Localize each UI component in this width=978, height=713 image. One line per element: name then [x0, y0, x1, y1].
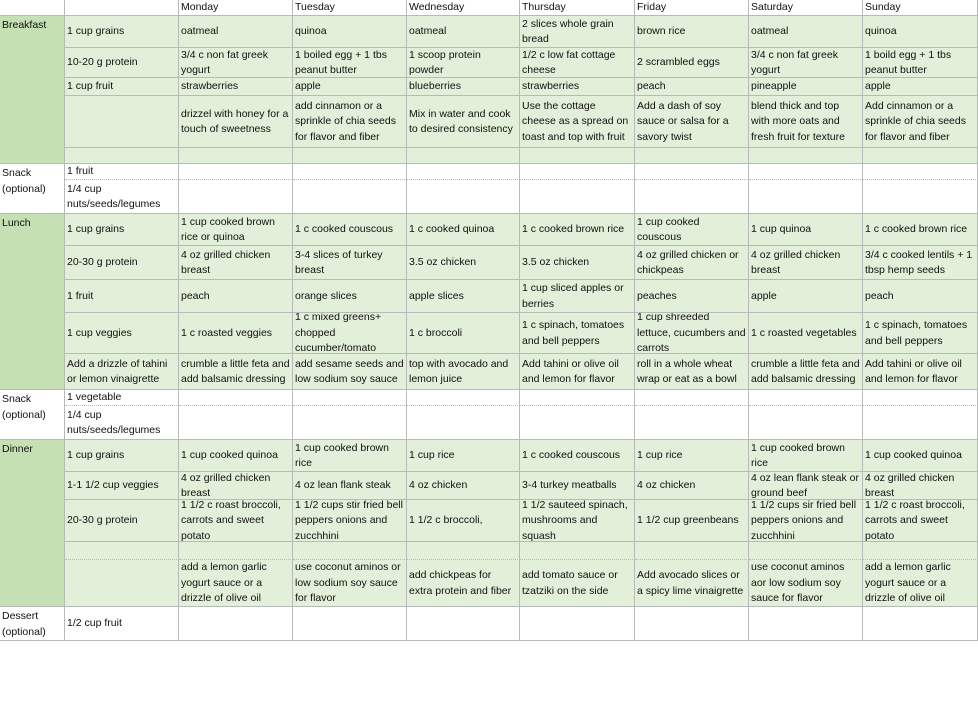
meal-cell-sunday[interactable] [863, 406, 978, 440]
meal-cell-thursday[interactable] [520, 560, 635, 607]
meal-cell-monday[interactable] [179, 96, 293, 148]
header-sunday [863, 0, 978, 16]
meal-cell-thursday[interactable] [520, 48, 635, 78]
meal-cell-wednesday[interactable] [407, 280, 520, 313]
meal-cell-monday-text: oatmeal [181, 25, 219, 38]
guide-cell [65, 214, 179, 246]
meal-cell-wednesday[interactable] [407, 96, 520, 148]
meal-cell-tuesday[interactable] [293, 542, 407, 560]
meal-cell-saturday-text: oatmeal [751, 25, 789, 38]
meal-cell-sunday[interactable] [863, 78, 978, 96]
meal-cell-saturday-text: apple [751, 289, 777, 302]
meal-cell-sunday[interactable] [863, 96, 978, 148]
meal-cell-tuesday-text: add sesame seeds and low sodium soy sauce [295, 357, 404, 385]
meal-cell-tuesday[interactable] [293, 78, 407, 96]
meal-cell-wednesday[interactable] [407, 246, 520, 280]
meal-cell-friday[interactable] [635, 48, 749, 78]
meal-cell-tuesday-text: apple [295, 80, 321, 93]
meal-cell-sunday-text: 1 c cooked brown rice [865, 223, 968, 236]
guide-cell [65, 500, 179, 542]
meal-cell-monday[interactable] [179, 148, 293, 164]
section-label-5-text: Dessert (optional) [2, 610, 46, 638]
meal-cell-monday[interactable] [179, 354, 293, 390]
meal-cell-tuesday-text: 1 1/2 cups stir fried bell peppers onions and zucchhini [295, 500, 403, 542]
meal-cell-wednesday-text: oatmeal [409, 25, 447, 38]
meal-cell-sunday[interactable] [863, 164, 978, 180]
meal-cell-saturday[interactable] [749, 16, 863, 48]
meal-cell-tuesday[interactable] [293, 246, 407, 280]
meal-cell-friday[interactable] [635, 246, 749, 280]
meal-cell-tuesday-text: orange slices [295, 289, 357, 302]
meal-cell-monday-text: strawberries [181, 80, 239, 93]
header-saturday [749, 0, 863, 16]
meal-cell-wednesday[interactable] [407, 607, 520, 641]
meal-cell-thursday-text: 1 1/2 sauteed spinach, mushrooms and squash [522, 500, 628, 542]
meal-cell-saturday[interactable] [749, 472, 863, 500]
meal-cell-thursday-text: 3.5 oz chicken [522, 256, 590, 269]
meal-cell-sunday[interactable] [863, 472, 978, 500]
meal-cell-friday-text: 4 oz chicken [637, 479, 696, 492]
meal-cell-friday-text: brown rice [637, 25, 686, 38]
meal-cell-friday[interactable] [635, 214, 749, 246]
meal-cell-tuesday[interactable] [293, 164, 407, 180]
meal-cell-thursday[interactable] [520, 313, 635, 354]
meal-cell-monday[interactable] [179, 607, 293, 641]
meal-cell-wednesday-text: 1 cup rice [409, 449, 455, 462]
meal-cell-friday-text: 1 1/2 cup greenbeans [637, 514, 739, 527]
meal-cell-friday[interactable] [635, 164, 749, 180]
guide-cell [65, 354, 179, 390]
meal-cell-monday[interactable] [179, 214, 293, 246]
meal-cell-sunday-text: Add tahini or olive oil and lemon for flavor [865, 357, 962, 385]
meal-cell-thursday-text: 1 c cooked brown rice [522, 223, 625, 236]
meal-cell-wednesday[interactable] [407, 440, 520, 472]
meal-cell-wednesday[interactable] [407, 78, 520, 96]
guide-cell-text: 1/4 cup nuts/seeds/legumes [67, 182, 161, 210]
meal-cell-saturday-text: 1 cup cooked brown rice [751, 441, 845, 469]
header-thursday [520, 0, 635, 16]
meal-cell-tuesday-text: 1 boiled egg + 1 tbs peanut butter [295, 48, 387, 76]
guide-cell-text: 1 vegetable [67, 391, 122, 404]
meal-cell-saturday[interactable] [749, 164, 863, 180]
meal-cell-wednesday-text: add chickpeas for extra protein and fiber [409, 569, 512, 597]
meal-cell-tuesday-text: 4 oz lean flank steak [295, 479, 391, 492]
meal-cell-sunday[interactable] [863, 313, 978, 354]
meal-cell-monday[interactable] [179, 440, 293, 472]
guide-cell [65, 607, 179, 641]
meal-cell-tuesday[interactable] [293, 148, 407, 164]
meal-cell-friday[interactable] [635, 406, 749, 440]
meal-cell-sunday-text: 4 oz grilled chicken breast [865, 472, 955, 499]
meal-cell-thursday[interactable] [520, 354, 635, 390]
meal-cell-sunday[interactable] [863, 280, 978, 313]
meal-cell-sunday[interactable] [863, 607, 978, 641]
meal-cell-tuesday[interactable] [293, 440, 407, 472]
meal-cell-thursday-text: 2 slices whole grain bread [522, 17, 614, 45]
section-label-1 [0, 164, 65, 214]
meal-cell-saturday-text: 1 c roasted vegetables [751, 326, 857, 339]
guide-cell-text: Add a drizzle of tahini or lemon vinaigrette [67, 357, 168, 385]
meal-cell-saturday-text: 4 oz grilled chicken breast [751, 248, 841, 276]
meal-cell-thursday-text: strawberries [522, 80, 580, 93]
meal-cell-thursday-text: 1 c spinach, tomatoes and bell peppers [522, 319, 625, 347]
guide-cell [65, 472, 179, 500]
meal-cell-saturday-text: 3/4 c non fat greek yogurt [751, 48, 838, 76]
meal-cell-friday[interactable] [635, 354, 749, 390]
meal-cell-thursday[interactable] [520, 164, 635, 180]
section-label-3 [0, 390, 65, 440]
meal-cell-wednesday-text: 4 oz chicken [409, 479, 468, 492]
meal-cell-thursday-text: 1 c cooked couscous [522, 449, 621, 462]
header-guide [65, 0, 179, 16]
guide-cell-text: 1/2 cup fruit [67, 617, 122, 630]
meal-cell-wednesday[interactable] [407, 542, 520, 560]
meal-cell-monday[interactable] [179, 180, 293, 214]
section-label-0-text: Breakfast [2, 19, 47, 31]
meal-cell-sunday-text: 1 c spinach, tomatoes and bell peppers [865, 319, 968, 347]
guide-cell-text: 1 cup fruit [67, 80, 114, 93]
meal-cell-monday[interactable] [179, 246, 293, 280]
meal-cell-thursday[interactable] [520, 472, 635, 500]
header-saturday-text: Saturday [751, 0, 794, 13]
meal-cell-wednesday-text: 1 c broccoli [409, 326, 463, 339]
meal-cell-monday-text: crumble a little feta and add balsamic dressing [181, 357, 290, 385]
meal-cell-wednesday-text: top with avocado and lemon juice [409, 357, 509, 385]
meal-cell-sunday[interactable] [863, 354, 978, 390]
meal-cell-friday[interactable] [635, 607, 749, 641]
meal-cell-friday[interactable] [635, 78, 749, 96]
guide-cell [65, 390, 179, 406]
section-label-5 [0, 607, 65, 641]
meal-cell-wednesday-text: apple slices [409, 289, 464, 302]
meal-cell-saturday[interactable] [749, 390, 863, 406]
meal-cell-saturday[interactable] [749, 560, 863, 607]
meal-cell-tuesday-text: use coconut aminos or low sodium soy sauce for flavor [295, 561, 401, 605]
meal-cell-monday[interactable] [179, 48, 293, 78]
meal-cell-tuesday[interactable] [293, 472, 407, 500]
meal-cell-thursday[interactable] [520, 180, 635, 214]
meal-cell-monday-text: 1 cup cooked brown rice or quinoa [181, 215, 275, 243]
meal-cell-wednesday[interactable] [407, 390, 520, 406]
meal-cell-monday[interactable] [179, 560, 293, 607]
meal-cell-tuesday[interactable] [293, 354, 407, 390]
meal-cell-friday[interactable] [635, 542, 749, 560]
meal-cell-tuesday-text: add cinnamon or a sprinkle of chia seeds for flavor and fiber [295, 99, 396, 143]
header-monday [179, 0, 293, 16]
meal-cell-friday[interactable] [635, 390, 749, 406]
meal-cell-sunday[interactable] [863, 180, 978, 214]
meal-cell-thursday[interactable] [520, 542, 635, 560]
meal-cell-friday-text: peaches [637, 289, 677, 302]
meal-cell-thursday-text: Use the cottage cheese as a spread on toast and top with fruit [522, 99, 629, 143]
meal-cell-saturday[interactable] [749, 500, 863, 542]
section-label-2 [0, 214, 65, 390]
meal-cell-thursday[interactable] [520, 16, 635, 48]
meal-cell-saturday[interactable] [749, 180, 863, 214]
meal-cell-sunday[interactable] [863, 16, 978, 48]
meal-cell-friday-text: roll in a whole wheat wrap or eat as a bowl [637, 357, 737, 385]
meal-cell-thursday[interactable] [520, 280, 635, 313]
guide-cell-text: 1 cup veggies [67, 326, 132, 339]
guide-cell-text: 1 fruit [67, 289, 94, 302]
meal-cell-thursday[interactable] [520, 390, 635, 406]
guide-cell [65, 16, 179, 48]
meal-cell-sunday[interactable] [863, 148, 978, 164]
guide-cell [65, 96, 179, 148]
meal-cell-tuesday-text: quinoa [295, 25, 327, 38]
meal-cell-tuesday[interactable] [293, 180, 407, 214]
meal-cell-wednesday[interactable] [407, 16, 520, 48]
meal-cell-friday[interactable] [635, 148, 749, 164]
header-tuesday-text: Tuesday [295, 0, 335, 13]
meal-cell-friday[interactable] [635, 500, 749, 542]
meal-cell-saturday[interactable] [749, 148, 863, 164]
meal-cell-friday[interactable] [635, 16, 749, 48]
meal-cell-sunday-text: 3/4 c cooked lentils + 1 tbsp hemp seeds [865, 248, 973, 276]
meal-cell-wednesday[interactable] [407, 180, 520, 214]
meal-cell-tuesday[interactable] [293, 500, 407, 542]
meal-cell-saturday-text: 1 cup quinoa [751, 223, 812, 236]
meal-cell-wednesday[interactable] [407, 354, 520, 390]
guide-cell [65, 48, 179, 78]
meal-cell-tuesday-text: 1 cup cooked brown rice [295, 441, 389, 469]
meal-cell-tuesday-text: 1 c mixed greens+ chopped cucumber/tomato [295, 313, 382, 354]
meal-cell-saturday-text: crumble a little feta and add balsamic dressing [751, 357, 860, 385]
meal-cell-friday-text: 1 cup shreeded lettuce, cucumbers and carrots [637, 313, 746, 354]
meal-cell-monday-text: 3/4 c non fat greek yogurt [181, 48, 268, 76]
guide-cell-text: 20-30 g protein [67, 514, 138, 527]
meal-cell-saturday[interactable] [749, 607, 863, 641]
meal-cell-wednesday-text: 1 c cooked quinoa [409, 223, 495, 236]
meal-cell-wednesday-text: blueberries [409, 80, 461, 93]
guide-cell [65, 148, 179, 164]
meal-cell-monday[interactable] [179, 280, 293, 313]
meal-cell-tuesday[interactable] [293, 96, 407, 148]
meal-cell-saturday[interactable] [749, 246, 863, 280]
meal-cell-wednesday[interactable] [407, 48, 520, 78]
meal-cell-friday[interactable] [635, 440, 749, 472]
meal-cell-monday[interactable] [179, 16, 293, 48]
meal-cell-wednesday[interactable] [407, 164, 520, 180]
guide-cell-text: 1 fruit [67, 165, 94, 178]
meal-cell-thursday[interactable] [520, 440, 635, 472]
meal-cell-saturday[interactable] [749, 354, 863, 390]
meal-cell-friday-text: Add a dash of soy sauce or salsa for a savory twist [637, 99, 729, 143]
meal-cell-monday[interactable] [179, 500, 293, 542]
meal-cell-monday[interactable] [179, 542, 293, 560]
meal-cell-sunday[interactable] [863, 48, 978, 78]
meal-cell-wednesday[interactable] [407, 406, 520, 440]
meal-cell-friday-text: 1 cup cooked couscous [637, 215, 700, 243]
meal-cell-sunday-text: Add cinnamon or a sprinkle of chia seeds for flavor and fiber [865, 99, 966, 143]
meal-cell-thursday[interactable] [520, 148, 635, 164]
meal-cell-thursday[interactable] [520, 500, 635, 542]
meal-cell-wednesday-text: 3.5 oz chicken [409, 256, 477, 269]
meal-cell-friday-text: Add avocado slices or a spicy lime vinaigrette [637, 569, 744, 597]
guide-cell-text: 1/4 cup nuts/seeds/legumes [67, 408, 161, 436]
section-label-2-text: Lunch [2, 217, 31, 229]
meal-cell-wednesday-text: Mix in water and cook to desired consistency [409, 107, 513, 135]
meal-cell-sunday-text: 1 cup cooked quinoa [865, 449, 962, 462]
meal-cell-sunday[interactable] [863, 542, 978, 560]
meal-cell-thursday-text: 1 cup sliced apples or berries [522, 282, 624, 310]
guide-cell-text: 1 cup grains [67, 449, 125, 462]
meal-cell-wednesday[interactable] [407, 560, 520, 607]
meal-cell-tuesday[interactable] [293, 313, 407, 354]
section-label-4 [0, 440, 65, 607]
meal-cell-sunday[interactable] [863, 390, 978, 406]
meal-cell-sunday[interactable] [863, 214, 978, 246]
guide-cell-text: 1-1 1/2 cup veggies [67, 479, 159, 492]
meal-cell-friday-text: peach [637, 80, 666, 93]
meal-cell-saturday-text: 4 oz lean flank steak or ground beef [751, 472, 859, 499]
header-thursday-text: Thursday [522, 0, 566, 13]
guide-cell [65, 406, 179, 440]
meal-cell-wednesday-text: 1 scoop protein powder [409, 48, 481, 76]
meal-cell-sunday-text: quinoa [865, 25, 897, 38]
meal-cell-saturday[interactable] [749, 440, 863, 472]
meal-cell-saturday-text: blend thick and top with more oats and fresh fruit for texture [751, 99, 845, 143]
meal-cell-monday-text: 4 oz grilled chicken breast [181, 472, 271, 499]
meal-cell-sunday[interactable] [863, 500, 978, 542]
guide-cell [65, 180, 179, 214]
header-corner [0, 0, 65, 16]
header-friday [635, 0, 749, 16]
meal-cell-friday[interactable] [635, 180, 749, 214]
guide-cell [65, 542, 179, 560]
meal-cell-saturday[interactable] [749, 542, 863, 560]
meal-cell-saturday[interactable] [749, 313, 863, 354]
meal-cell-monday-text: 1 cup cooked quinoa [181, 449, 278, 462]
meal-cell-thursday-text: 3-4 turkey meatballs [522, 479, 617, 492]
meal-cell-wednesday[interactable] [407, 148, 520, 164]
meal-cell-friday-text: 1 cup rice [637, 449, 683, 462]
section-label-0 [0, 16, 65, 164]
guide-cell [65, 560, 179, 607]
meal-cell-wednesday[interactable] [407, 472, 520, 500]
guide-cell-text: 1 cup grains [67, 223, 125, 236]
meal-cell-friday[interactable] [635, 280, 749, 313]
meal-cell-thursday[interactable] [520, 214, 635, 246]
meal-cell-thursday-text: 1/2 c low fat cottage cheese [522, 48, 616, 76]
header-sunday-text: Sunday [865, 0, 901, 13]
meal-cell-tuesday[interactable] [293, 390, 407, 406]
meal-cell-tuesday-text: 1 c cooked couscous [295, 223, 394, 236]
meal-cell-saturday-text: use coconut aminos aor low sodium soy sauce for flavor [751, 561, 845, 605]
meal-cell-tuesday-text: 3-4 slices of turkey breast [295, 248, 383, 276]
meal-cell-monday-text: add a lemon garlic yogurt sauce or a drizzle of olive oil [181, 561, 267, 605]
meal-cell-thursday[interactable] [520, 78, 635, 96]
meal-cell-sunday-text: peach [865, 289, 894, 302]
meal-cell-monday[interactable] [179, 390, 293, 406]
guide-cell [65, 164, 179, 180]
meal-cell-monday-text: drizzel with honey for a touch of sweetness [181, 107, 289, 135]
meal-cell-wednesday[interactable] [407, 313, 520, 354]
guide-cell-text: 10-20 g protein [67, 56, 138, 69]
meal-cell-monday-text: 1 c roasted veggies [181, 326, 273, 339]
header-tuesday [293, 0, 407, 16]
meal-cell-saturday[interactable] [749, 214, 863, 246]
header-wednesday [407, 0, 520, 16]
meal-cell-friday-text: 2 scrambled eggs [637, 56, 720, 69]
meal-cell-saturday[interactable] [749, 78, 863, 96]
meal-cell-saturday[interactable] [749, 406, 863, 440]
meal-cell-saturday[interactable] [749, 48, 863, 78]
section-label-3-text: Snack (optional) [2, 393, 46, 421]
header-monday-text: Monday [181, 0, 219, 13]
meal-cell-monday[interactable] [179, 472, 293, 500]
meal-cell-thursday[interactable] [520, 96, 635, 148]
guide-cell-text: 1 cup grains [67, 25, 125, 38]
meal-cell-sunday-text: 1 boild egg + 1 tbs peanut butter [865, 48, 952, 76]
meal-cell-sunday-text: 1 1/2 c roast broccoli, carrots and sweet potato [865, 500, 965, 542]
meal-cell-saturday[interactable] [749, 96, 863, 148]
guide-cell-text: 20-30 g protein [67, 256, 138, 269]
meal-cell-tuesday[interactable] [293, 560, 407, 607]
meal-cell-sunday[interactable] [863, 440, 978, 472]
meal-cell-friday[interactable] [635, 96, 749, 148]
meal-cell-sunday-text: add a lemon garlic yogurt sauce or a drizzle of olive oil [865, 561, 951, 605]
meal-cell-tuesday[interactable] [293, 607, 407, 641]
meal-cell-monday[interactable] [179, 313, 293, 354]
meal-cell-monday[interactable] [179, 164, 293, 180]
meal-cell-tuesday[interactable] [293, 406, 407, 440]
meal-cell-thursday-text: Add tahini or olive oil and lemon for flavor [522, 357, 619, 385]
meal-cell-friday-text: 4 oz grilled chicken or chickpeas [637, 248, 739, 276]
guide-cell [65, 280, 179, 313]
header-wednesday-text: Wednesday [409, 0, 465, 13]
meal-cell-saturday-text: 1 1/2 cups sir fried bell peppers onions and zucchhini [751, 500, 857, 542]
meal-cell-saturday-text: pineapple [751, 80, 797, 93]
meal-cell-monday[interactable] [179, 406, 293, 440]
meal-cell-thursday[interactable] [520, 607, 635, 641]
meal-cell-friday[interactable] [635, 472, 749, 500]
meal-cell-thursday-text: add tomato sauce or tzatziki on the side [522, 569, 618, 597]
meal-cell-friday[interactable] [635, 313, 749, 354]
section-label-4-text: Dinner [2, 443, 33, 455]
header-friday-text: Friday [637, 0, 667, 13]
meal-cell-thursday[interactable] [520, 246, 635, 280]
guide-cell [65, 440, 179, 472]
meal-cell-sunday[interactable] [863, 560, 978, 607]
guide-cell [65, 313, 179, 354]
guide-cell [65, 78, 179, 96]
meal-cell-tuesday[interactable] [293, 16, 407, 48]
meal-cell-saturday[interactable] [749, 280, 863, 313]
meal-cell-friday[interactable] [635, 560, 749, 607]
meal-cell-sunday-text: apple [865, 80, 891, 93]
meal-cell-tuesday[interactable] [293, 214, 407, 246]
meal-cell-wednesday[interactable] [407, 500, 520, 542]
meal-cell-monday-text: 1 1/2 c roast broccoli, carrots and sweet potato [181, 500, 281, 542]
meal-cell-tuesday[interactable] [293, 280, 407, 313]
meal-cell-monday-text: peach [181, 289, 210, 302]
meal-cell-monday-text: 4 oz grilled chicken breast [181, 248, 271, 276]
meal-cell-monday[interactable] [179, 78, 293, 96]
section-label-1-text: Snack (optional) [2, 167, 46, 195]
meal-cell-thursday[interactable] [520, 406, 635, 440]
meal-cell-tuesday[interactable] [293, 48, 407, 78]
guide-cell [65, 246, 179, 280]
meal-cell-sunday[interactable] [863, 246, 978, 280]
meal-cell-wednesday[interactable] [407, 214, 520, 246]
meal-cell-wednesday-text: 1 1/2 c broccoli, [409, 514, 483, 527]
